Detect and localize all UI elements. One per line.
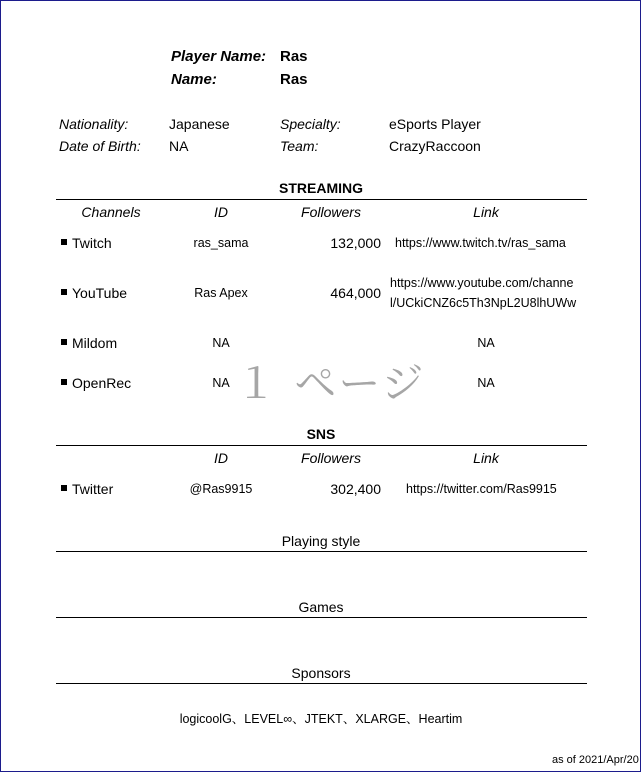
bullet-icon — [61, 339, 67, 345]
twitter-followers: 302,400 — [330, 481, 381, 497]
sponsors-list: logicoolG、LEVEL∞、JTEKT、XLARGE、Heartim — [179, 712, 463, 726]
channel-twitter: Twitter — [72, 481, 114, 497]
nationality-label: Nationality: — [59, 116, 129, 132]
streaming-divider — [56, 199, 587, 200]
twitter-id: @Ras9915 — [189, 482, 253, 496]
games-divider — [56, 617, 587, 618]
bullet-icon — [61, 239, 67, 245]
bullet-icon — [61, 485, 67, 491]
twitter-link[interactable]: https://twitter.com/Ras9915 — [406, 482, 557, 496]
twitch-followers: 132,000 — [330, 235, 381, 251]
specialty-value: eSports Player — [389, 116, 481, 132]
name-value: Ras — [280, 71, 308, 88]
channel-twitch: Twitch — [72, 235, 112, 251]
playing-style-divider — [56, 551, 587, 552]
openrec-link: NA — [477, 376, 495, 390]
nationality-value: Japanese — [169, 116, 230, 132]
sns-header-followers: Followers — [301, 450, 361, 466]
page-watermark: １ ページ — [235, 359, 426, 408]
bullet-icon — [61, 289, 67, 295]
sns-header-link: Link — [473, 450, 499, 466]
sponsors-divider — [56, 683, 587, 684]
channel-mildom: Mildom — [72, 335, 118, 351]
streaming-header-link: Link — [473, 204, 499, 220]
dob-value: NA — [169, 138, 189, 154]
streaming-header-followers: Followers — [301, 204, 361, 220]
dob-label: Date of Birth: — [59, 138, 141, 154]
name-label: Name: — [171, 71, 217, 88]
mildom-link: NA — [477, 336, 495, 350]
channel-openrec: OpenRec — [72, 375, 132, 391]
bullet-icon — [61, 379, 67, 385]
team-value: CrazyRaccoon — [389, 138, 481, 154]
player-name-label: Player Name: — [171, 48, 267, 65]
youtube-link-line2[interactable]: l/UCkiCNZ6c5Th3NpL2U8lhUWw — [390, 296, 577, 310]
channel-youtube: YouTube — [72, 285, 128, 301]
playing-style-title: Playing style — [281, 533, 361, 549]
streaming-header-channels: Channels — [81, 204, 141, 220]
twitch-id: ras_sama — [193, 236, 249, 250]
streaming-title: STREAMING — [279, 180, 363, 196]
player-name-value: Ras — [280, 48, 308, 65]
sponsors-title: Sponsors — [291, 665, 351, 681]
specialty-label: Specialty: — [280, 116, 341, 132]
as-of-date: as of 2021/Apr/20 — [552, 754, 639, 766]
games-title: Games — [298, 599, 344, 615]
youtube-followers: 464,000 — [330, 285, 381, 301]
team-label: Team: — [280, 138, 319, 154]
sns-divider — [56, 445, 587, 446]
openrec-id: NA — [212, 376, 230, 390]
mildom-id: NA — [212, 336, 230, 350]
sns-title: SNS — [306, 426, 336, 442]
streaming-header-id: ID — [214, 204, 228, 220]
twitch-link[interactable]: https://www.twitch.tv/ras_sama — [395, 236, 566, 250]
youtube-id: Ras Apex — [194, 286, 248, 300]
sns-header-id: ID — [214, 450, 228, 466]
youtube-link-line1[interactable]: https://www.youtube.com/channe — [390, 276, 574, 290]
